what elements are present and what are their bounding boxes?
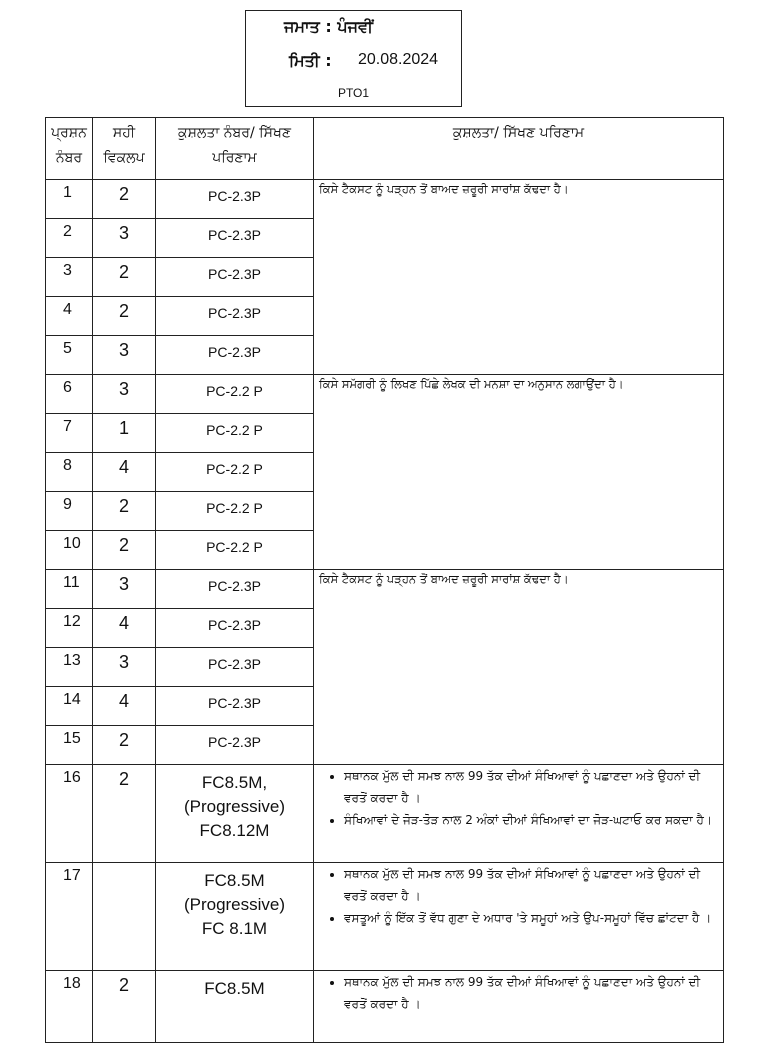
header-box bbox=[245, 10, 462, 107]
competency-code: PC-2.3P bbox=[156, 258, 314, 297]
correct-option: 2 bbox=[93, 971, 156, 1043]
table-row bbox=[46, 375, 724, 414]
question-number: 16 bbox=[46, 765, 93, 863]
correct-option: 1 bbox=[93, 414, 156, 453]
competency-code-line: FC8.12M bbox=[199, 821, 270, 840]
question-number: 14 bbox=[46, 687, 93, 726]
competency-code-line: FC8.5M bbox=[204, 979, 265, 998]
question-number: 6 bbox=[46, 375, 93, 414]
question-number: 3 bbox=[46, 258, 93, 297]
question-number: 4 bbox=[46, 297, 93, 336]
competency-code bbox=[156, 765, 314, 863]
competency-code: PC-2.3P bbox=[156, 726, 314, 765]
question-number: 12 bbox=[46, 609, 93, 648]
outcome-bullet: • ਸਥਾਨਕ ਮੁੱਲ ਦੀ ਸਮਝ ਨਾਲ 99 ਤੱਕ ਦੀਆਂ ਸੰਖਿਆਵਾਂ ਨੂੰ ਪਛਾਣਦਾ ਅਤੇ ਉਹਨਾਂ ਦੀ ਵਰਤੋਂ ਕਰਦਾ ਹੈ । bbox=[344, 971, 717, 1015]
competency-code: PC-2.3P bbox=[156, 336, 314, 375]
competency-code: PC-2.3P bbox=[156, 648, 314, 687]
header-competency-outcome: ਕੁਸ਼ਲਤਾ/ ਸਿੱਖਣ ਪਰਿਣਾਮ bbox=[314, 118, 724, 180]
correct-option: 2 bbox=[93, 726, 156, 765]
question-number: 5 bbox=[46, 336, 93, 375]
correct-option: 2 bbox=[93, 765, 156, 863]
correct-option: 2 bbox=[93, 492, 156, 531]
table-row bbox=[46, 971, 724, 1043]
competency-code: PC-2.2 P bbox=[156, 453, 314, 492]
question-number: 7 bbox=[46, 414, 93, 453]
outcome-cell: ਕਿਸੇ ਟੈਕਸਟ ਨੂੰ ਪੜ੍ਹਨ ਤੋਂ ਬਾਅਦ ਜ਼ਰੂਰੀ ਸਾਰਾਂਸ਼ ਕੱਢਦਾ ਹੈ। bbox=[314, 180, 724, 375]
header-question-number: ਪ੍ਰਸ਼ਨ ਨੰਬਰ bbox=[46, 118, 93, 180]
outcome-cell: ਕਿਸੇ ਟੈਕਸਟ ਨੂੰ ਪੜ੍ਹਨ ਤੋਂ ਬਾਅਦ ਜ਼ਰੂਰੀ ਸਾਰਾਂਸ਼ ਕੱਢਦਾ ਹੈ। bbox=[314, 570, 724, 765]
correct-option: 4 bbox=[93, 609, 156, 648]
correct-option: 4 bbox=[93, 453, 156, 492]
correct-option: 2 bbox=[93, 531, 156, 570]
competency-code: PC-2.2 P bbox=[156, 375, 314, 414]
table-row bbox=[46, 765, 724, 863]
outcome-bullet: • ਵਸਤੂਆਂ ਨੂੰ ਇੱਕ ਤੋਂ ਵੱਧ ਗੁਣਾ ਦੇ ਅਧਾਰ 'ਤੇ ਸਮੂਹਾਂ ਅਤੇ ਉਪ-ਸਮੂਹਾਂ ਵਿੱਚ ਛਾਂਟਦਾ ਹੈ । bbox=[344, 907, 717, 929]
correct-option: 2 bbox=[93, 180, 156, 219]
correct-option: 3 bbox=[93, 336, 156, 375]
correct-option bbox=[93, 863, 156, 971]
correct-option: 2 bbox=[93, 297, 156, 336]
competency-code bbox=[156, 971, 314, 1043]
table-row bbox=[46, 180, 724, 219]
outcome-cell bbox=[314, 765, 724, 863]
competency-code-line: FC8.5M, bbox=[201, 773, 268, 792]
outcome-bullet: • ਸੰਖਿਆਵਾਂ ਦੇ ਜੋੜ-ਤੋੜ ਨਾਲ 2 ਅੰਕਾਂ ਦੀਆਂ ਸੰਖਿਆਵਾਂ ਦਾ ਜੋੜ-ਘਟਾਓ ਕਰ ਸਕਦਾ ਹੈ। bbox=[344, 809, 717, 831]
header-row bbox=[46, 118, 724, 180]
question-number: 17 bbox=[46, 863, 93, 971]
question-number: 15 bbox=[46, 726, 93, 765]
competency-code-line: FC 8.1M bbox=[201, 919, 268, 938]
competency-code: PC-2.2 P bbox=[156, 414, 314, 453]
answer-key-table bbox=[45, 117, 724, 1043]
competency-code: PC-2.3P bbox=[156, 570, 314, 609]
correct-option: 4 bbox=[93, 687, 156, 726]
correct-option: 3 bbox=[93, 570, 156, 609]
question-number: 10 bbox=[46, 531, 93, 570]
question-number: 13 bbox=[46, 648, 93, 687]
question-number: 11 bbox=[46, 570, 93, 609]
correct-option: 3 bbox=[93, 375, 156, 414]
question-number: 2 bbox=[46, 219, 93, 258]
class-line: ਜਮਾਤ : ਪੰਜਵੀਂ bbox=[284, 17, 373, 36]
competency-code-line: FC8.5M bbox=[204, 871, 265, 890]
competency-code: PC-2.3P bbox=[156, 219, 314, 258]
outcome-bullet: • ਸਥਾਨਕ ਮੁੱਲ ਦੀ ਸਮਝ ਨਾਲ 99 ਤੱਕ ਦੀਆਂ ਸੰਖਿਆਵਾਂ ਨੂੰ ਪਛਾਣਦਾ ਅਤੇ ਉਹਨਾਂ ਦੀ ਵਰਤੋਂ ਕਰਦਾ ਹੈ । bbox=[344, 765, 717, 809]
competency-code-line: (Progressive) bbox=[183, 895, 286, 914]
correct-option: 2 bbox=[93, 258, 156, 297]
competency-code: PC-2.3P bbox=[156, 687, 314, 726]
table-row bbox=[46, 570, 724, 609]
competency-code: PC-2.3P bbox=[156, 180, 314, 219]
header-correct-option: ਸਹੀ ਵਿਕਲਪ bbox=[93, 118, 156, 180]
question-number: 18 bbox=[46, 971, 93, 1043]
paper-code: PTO1 bbox=[337, 86, 370, 100]
question-number: 9 bbox=[46, 492, 93, 531]
outcome-cell bbox=[314, 971, 724, 1043]
header-competency-number: ਕੁਸ਼ਲਤਾ ਨੰਬਰ/ ਸਿੱਖਣ ਪਰਿਣਾਮ bbox=[156, 118, 314, 180]
competency-code-line: (Progressive) bbox=[183, 797, 286, 816]
competency-code bbox=[156, 863, 314, 971]
competency-code: PC-2.2 P bbox=[156, 492, 314, 531]
date-label: ਮਿਤੀ : bbox=[289, 51, 332, 70]
outcome-cell bbox=[314, 863, 724, 971]
question-number: 8 bbox=[46, 453, 93, 492]
correct-option: 3 bbox=[93, 648, 156, 687]
competency-code: PC-2.3P bbox=[156, 297, 314, 336]
outcome-bullet: • ਸਥਾਨਕ ਮੁੱਲ ਦੀ ਸਮਝ ਨਾਲ 99 ਤੱਕ ਦੀਆਂ ਸੰਖਿਆਵਾਂ ਨੂੰ ਪਛਾਣਦਾ ਅਤੇ ਉਹਨਾਂ ਦੀ ਵਰਤੋਂ ਕਰਦਾ ਹੈ । bbox=[344, 863, 717, 907]
question-number: 1 bbox=[46, 180, 93, 219]
table-row bbox=[46, 863, 724, 971]
correct-option: 3 bbox=[93, 219, 156, 258]
outcome-cell: ਕਿਸੇ ਸਮੱਗਰੀ ਨੂੰ ਲਿਖਣ ਪਿੱਛੇ ਲੇਖਕ ਦੀ ਮਨਸ਼ਾ ਦਾ ਅਨੁਸਾਨ ਲਗਾਉਂਦਾ ਹੈ। bbox=[314, 375, 724, 570]
competency-code: PC-2.3P bbox=[156, 609, 314, 648]
date-value: 20.08.2024 bbox=[358, 51, 439, 68]
competency-code: PC-2.2 P bbox=[156, 531, 314, 570]
